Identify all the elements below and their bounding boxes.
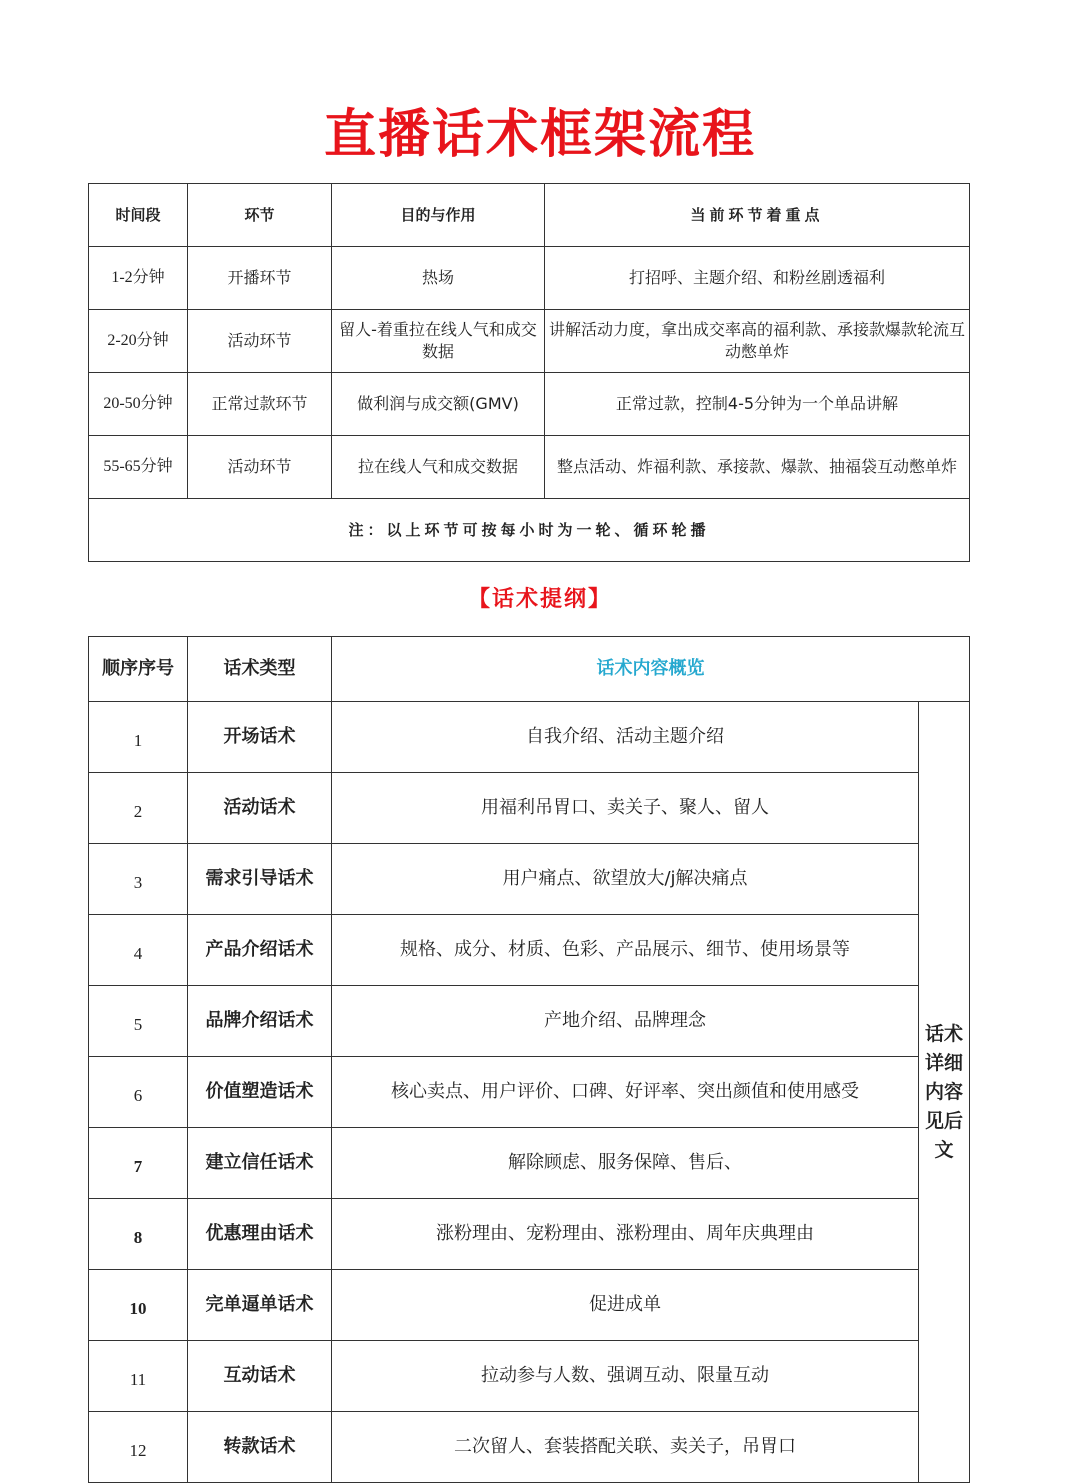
- outline-row: [89, 1341, 970, 1412]
- outline-table: [88, 636, 970, 1483]
- type-cell: 价值塑造话术: [188, 1057, 332, 1128]
- purpose-cell: 做利润与成交额(GMV): [332, 373, 545, 436]
- outline-title: 【话术提纲】: [467, 587, 612, 612]
- type-cell: 开场话术: [188, 702, 332, 773]
- order-cell: 4: [89, 915, 188, 986]
- framework-header-row: [89, 184, 970, 247]
- content-cell: 核心卖点、用户评价、口碑、好评率、突出颜值和使用感受: [332, 1057, 919, 1128]
- content-cell: 解除顾虑、服务保障、售后、: [332, 1128, 919, 1199]
- focus-cell: 正常过款，控制4-5分钟为一个单品讲解: [545, 373, 970, 436]
- order-cell: 6: [89, 1057, 188, 1128]
- outline-row: [89, 773, 970, 844]
- type-cell: 品牌介绍话术: [188, 986, 332, 1057]
- page-title: 直播话术框架流程: [323, 105, 756, 165]
- outline-header-row: [89, 637, 970, 702]
- outline-row: [89, 1128, 970, 1199]
- framework-row: [89, 436, 970, 499]
- content-cell: 涨粉理由、宠粉理由、涨粉理由、周年庆典理由: [332, 1199, 919, 1270]
- header-type: 话术类型: [188, 637, 332, 702]
- time-cell: 2-20分钟: [89, 310, 188, 373]
- header-order: 顺序序号: [89, 637, 188, 702]
- content-cell: 规格、成分、材质、色彩、产品展示、细节、使用场景等: [332, 915, 919, 986]
- order-cell: 8: [89, 1199, 188, 1270]
- type-cell: 优惠理由话术: [188, 1199, 332, 1270]
- content-cell: 促进成单: [332, 1270, 919, 1341]
- framework-note-row: [89, 499, 970, 562]
- content-cell: 自我介绍、活动主题介绍: [332, 702, 919, 773]
- outline-row: [89, 915, 970, 986]
- outline-row: [89, 844, 970, 915]
- type-cell: 需求引导话术: [188, 844, 332, 915]
- purpose-cell: 拉在线人气和成交数据: [332, 436, 545, 499]
- outline-row: [89, 702, 970, 773]
- order-cell: 3: [89, 844, 188, 915]
- content-cell: 用福利吊胃口、卖关子、聚人、留人: [332, 773, 919, 844]
- header-purpose: 目的与作用: [332, 184, 545, 247]
- header-content: 话术内容概览: [332, 637, 970, 702]
- outline-row: [89, 1057, 970, 1128]
- time-cell: 1-2分钟: [89, 247, 188, 310]
- content-cell: 用户痛点、欲望放大/j解决痛点: [332, 844, 919, 915]
- outline-row: [89, 1199, 970, 1270]
- header-time: 时间段: [89, 184, 188, 247]
- type-cell: 转款话术: [188, 1412, 332, 1483]
- time-cell: 20-50分钟: [89, 373, 188, 436]
- framework-note: 注：以上环节可按每小时为一轮、循环轮播: [89, 499, 970, 562]
- order-cell: 10: [89, 1270, 188, 1341]
- outline-row: [89, 1270, 970, 1341]
- framework-row: [89, 247, 970, 310]
- stage-cell: 活动环节: [188, 436, 332, 499]
- order-cell: 1: [89, 702, 188, 773]
- order-cell: 11: [89, 1341, 188, 1412]
- header-stage: 环节: [188, 184, 332, 247]
- focus-cell: 打招呼、主题介绍、和粉丝剧透福利: [545, 247, 970, 310]
- type-cell: 产品介绍话术: [188, 915, 332, 986]
- stage-cell: 开播环节: [188, 247, 332, 310]
- framework-table: [88, 183, 970, 562]
- focus-cell: 整点活动、炸福利款、承接款、爆款、抽福袋互动憋单炸: [545, 436, 970, 499]
- purpose-cell: 留人-着重拉在线人气和成交数据: [332, 310, 545, 373]
- type-cell: 活动话术: [188, 773, 332, 844]
- order-cell: 12: [89, 1412, 188, 1483]
- focus-cell: 讲解活动力度，拿出成交率高的福利款、承接款爆款轮流互动憋单炸: [545, 310, 970, 373]
- type-cell: 互动话术: [188, 1341, 332, 1412]
- framework-row: [89, 310, 970, 373]
- stage-cell: 正常过款环节: [188, 373, 332, 436]
- order-cell: 2: [89, 773, 188, 844]
- framework-row: [89, 373, 970, 436]
- content-cell: 二次留人、套装搭配关联、卖关子，吊胃口: [332, 1412, 919, 1483]
- outline-row: [89, 986, 970, 1057]
- header-focus: 当前环节着重点: [545, 184, 970, 247]
- type-cell: 建立信任话术: [188, 1128, 332, 1199]
- order-cell: 7: [89, 1128, 188, 1199]
- type-cell: 完单逼单话术: [188, 1270, 332, 1341]
- content-cell: 产地介绍、品牌理念: [332, 986, 919, 1057]
- side-note: 话术详细内容见后文: [919, 702, 970, 1483]
- stage-cell: 活动环节: [188, 310, 332, 373]
- order-cell: 5: [89, 986, 188, 1057]
- content-cell: 拉动参与人数、强调互动、限量互动: [332, 1341, 919, 1412]
- purpose-cell: 热场: [332, 247, 545, 310]
- time-cell: 55-65分钟: [89, 436, 188, 499]
- outline-row: [89, 1412, 970, 1483]
